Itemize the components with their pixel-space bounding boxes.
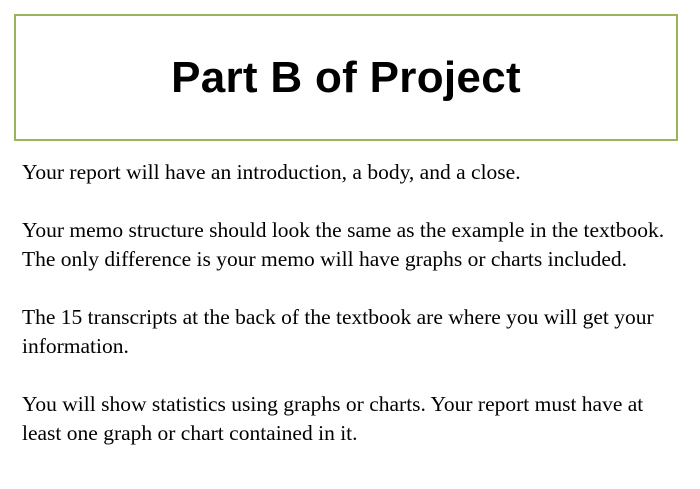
slide-body: [22, 158, 682, 477]
paragraph-intro: Your report will have an introduction, a body, and a close.: [22, 160, 521, 184]
paragraph-statistics: You will show statistics using graphs or charts. Your report must have at least one graph or chart contained in it.: [22, 392, 644, 445]
paragraph-transcripts: The 15 transcripts at the back of the textbook are where you will get your information.: [22, 305, 654, 358]
paragraph-memo-structure: Your memo structure should look the same as the example in the textbook. The only difference is your memo will have graphs or charts included.: [22, 218, 665, 271]
slide-title: Part B of Project: [171, 52, 521, 102]
title-box: [14, 14, 678, 141]
